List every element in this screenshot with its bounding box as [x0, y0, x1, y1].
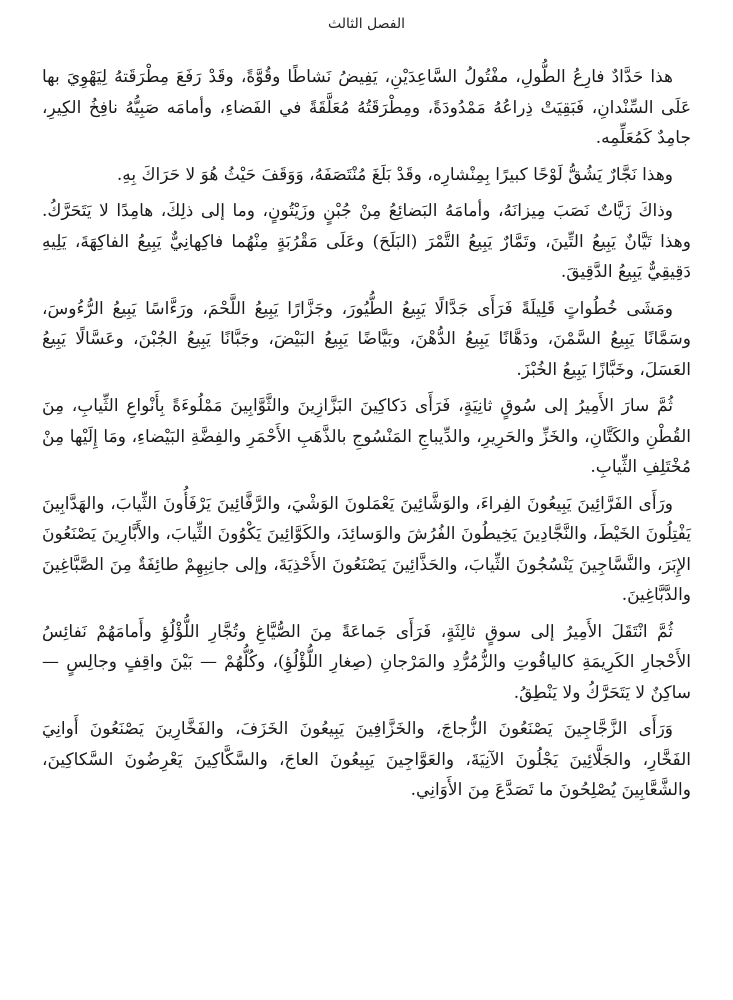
paragraph-1: هذا حَدَّادٌ فارِعُ الطُّولِ، مفْتُولُ السَّاعِدَيْنِ، يَفِيضُ نَشاطًا وقُوَّةً، وقَدْ رَفَعَ مِطْرَقَتهُ لِيَهْوِيَ بها عَلَى السِّنْدانِ، فَبَقِيَتْ ذِراعُهُ مَمْدُودَةً، ومِطْرَقَتُهُ مُعَلَّقَةً في الفَضاءِ، وأمامَه صَبِيُّهُ نافِخُ الكِيرِ، جامِدٌ كَمُعَلِّمِه.	[42, 67, 691, 148]
paragraph-7: ثُمَّ انْتَقَلَ الأَمِيرُ إلى سوقٍ ثالِثَةٍ، فَرَأَى جَماعَةً مِنَ الصُّيَّاغِ وتُجَّارِ اللُّؤْلُؤِ وأَمامَهُمْ نَفائِسُ الأَحْجارِ الكَرِيمَةِ كالياقُوتِ والزُّمُرُّدِ والمَرْجانِ (صِغارِ اللُّؤْلُؤِ)، وكُلُّهُمْ — بَيْنَ واقِفٍ وجالِسٍ — ساكِنٌ لا يَتَحَرَّكُ ولا يَنْطِقُ.	[42, 621, 691, 703]
paragraph-2: وهذا نَجَّارٌ يَشُقُّ لَوْحًا كبيرًا بِمِنْشارِه، وقَدْ بَلَغَ مُنْتَصَفَهُ، وَوَقَفَ حَيْثُ هُوَ لا حَرَاكَ بِهِ.	[116, 164, 673, 185]
paragraph-4: ومَشَى خُطُواتٍ قَلِيلَةً فَرَأَى جَدَّالًا يَبِيعُ الطُّيُورَ، وجَزَّارًا يَبِيعُ اللَّحْمَ، ورَءَّاسًا يَبِيعُ الرُّءُوسَ، وسَمَّانًا يَبِيعُ السَّمْنَ، ودَهَّانًا يَبِيعُ الدُّهْنَ، وبَيَّاضًا يَبِيعُ البَيْضَ، وجَبَّانًا يَبِيعُ الجُبْنَ، وعَسَّالًا يَبِيعُ العَسَلَ، وخَبَّازًا يَبِيعُ الخُبْزَ.	[42, 298, 691, 380]
paragraph-8: وَرَأَى الزَّجَّاجِينَ يَصْنَعُونَ الزُّجاجَ، والخَزَّافِينَ يَبِيعُونَ الخَزَفَ، والفَخَّارِينَ يَصْنَعُونَ أَوانِيَ الفَخَّارِ، والجَلَّائِينَ يَجْلُونَ الآنِيَةَ، والعَوَّاجِينَ يَبِيعُونَ العاجَ، والسَّكَّاكِينَ يَعْرِضُونَ السَّكاكِينَ، والشَّعَّابِينَ يُصْلِحُونَ ما تَصَدَّعَ مِنَ الأَوَانِي.	[42, 719, 691, 800]
paragraph-5: ثُمَّ سارَ الأَمِيرُ إلى سُوقٍ ثانِيَةٍ، فَرَأَى دَكاكِينَ البَزَّازِينَ والثَّوَّابِينَ مَمْلُوءَةً بِأَنْواعِ الثِّيابِ، مِنَ القُطْنِ والكَتَّانِ، والخَزِّ والحَرِيرِ، والدِّيباجِ المَنْسُوجِ بالذَّهَبِ الأَحْمَرِ والفِضَّةِ البَيْضاءِ، ومَا إِلَيْها مِنْ مُخْتَلِفِ الثِّيابِ.	[42, 396, 691, 477]
chapter-title: الفصل الثالث	[327, 16, 406, 32]
paragraph-3: وذاكَ زَيَّاتٌ نَصَبَ مِيزانَهُ، وأمامَهُ البَضائِعُ مِنْ جُبْنٍ وزَيْتُونٍ، وما إلى ذلِكَ، هامِدًا لا يَتَحَرَّكُ. وهذا تَيَّانٌ يَبِيعُ التِّينَ، وتَمَّارٌ يَبِيعُ التَّمْرَ (البَلَحَ) وعَلَى مَقْرُبَةٍ مِنْهُما فاكِهانِيٌّ يَبِيعُ الفاكِهَةَ، يَلِيهِ دَقِيقِيٌّ يَبِيعُ الدَّقِيقَ.	[42, 201, 691, 282]
paragraph-6: ورَأَى الفَرَّائِينَ يَبِيعُونَ الفِراءَ، والوَشَّائِينَ يَعْمَلونَ الوَشْيَ، والرَّفَّائِينَ يَرْفَأُونَ الثِّيابَ، والهَدَّابِينَ يَفْتِلُونَ الخَيْطَ، والنَّجَّادِينَ يَخِيطُونَ الفُرُشَ والوَسائِدَ، والكَوَّائِينَ يَكْوُونَ الثِّيابَ، والأَبَّارِينَ يَصْنَعُونَ الإِبَرَ، والنَّسَّاجِينَ يَنْسُجُونَ الثِّيابَ، والحَذَّائِينَ يَصْنَعُونَ الأَحْذِيَةَ، وإلى جانِبِهِمْ طائِفَةٌ مِنَ الصَّبَّاغِينَ والدَّبَّاغِينَ.	[42, 493, 691, 605]
